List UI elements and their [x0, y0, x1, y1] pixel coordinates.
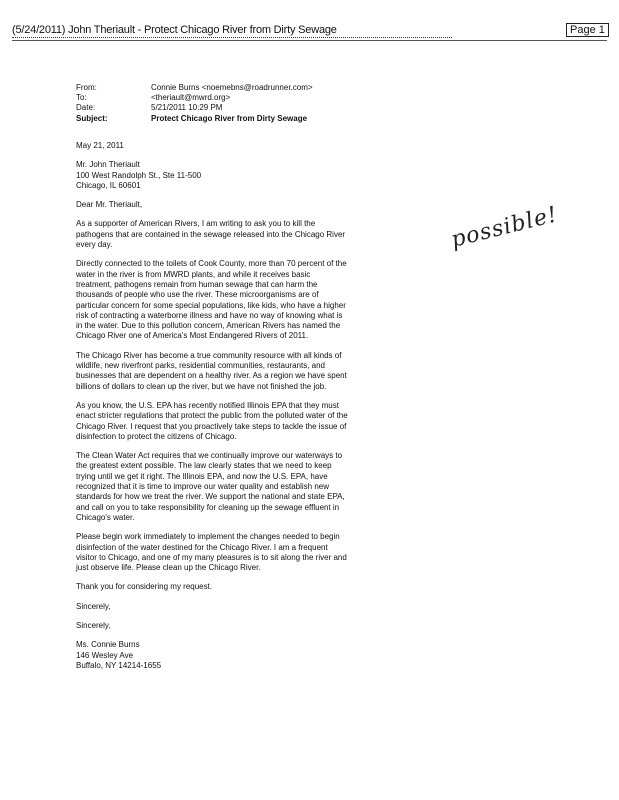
date-label: Date:	[76, 103, 96, 113]
header-divider	[12, 40, 607, 41]
date-row	[76, 103, 313, 113]
paragraph: Please begin work immediately to implement the changes needed to begin disinfection of the water destined for the Chicago River. I am a frequent visitor to Chicago, and one of my many pleasures is to sit along the river and just observe life. Please clean up the Chicago River.	[76, 532, 347, 573]
paragraph: The Chicago River has become a true community resource with all kinds of wildlife, new riverfront parks, residential communities, restaurants, and businesses that are dependent on a healthy river. As a region we have spent billions of dollars to clean up the river, but we have not finished the job.	[76, 350, 347, 391]
letter-date: May 21, 2011	[76, 141, 124, 150]
letter-body	[76, 141, 348, 671]
email-metadata	[76, 83, 313, 124]
page-number: Page 1	[566, 23, 609, 37]
recipient-line: 100 West Randolph St., Ste 11-500	[76, 170, 202, 180]
subject-row	[76, 114, 313, 124]
to-value: <theriault@mwrd.org>	[151, 93, 231, 103]
from-value: Connie Burns <noemebns@roadrunner.com>	[151, 83, 313, 92]
from-row	[76, 83, 313, 93]
to-row	[76, 93, 313, 103]
document-header-title: (5/24/2011) John Theriault - Protect Chicago River from Dirty Sewage	[12, 24, 452, 38]
paragraph: Thank you for considering my request.	[76, 582, 213, 592]
closing: Sincerely,	[76, 601, 111, 611]
from-label: From:	[76, 83, 97, 92]
paragraph: As you know, the U.S. EPA has recently notified Illinois EPA that they must enact stricter regulations that protect the public from the polluted water of the Chicago River. I request that you proactively take steps to tackle the issue of disinfection to protect the citizens of Chicago.	[76, 400, 348, 441]
recipient-address	[76, 160, 348, 191]
paragraph: Directly connected to the toilets of Cook County, more than 70 percent of the water in the river is from MWRD plants, and while it receives basic treatment, pathogens remain from human sewage that can harm the thousands of people who use the river. These microorganisms are of particular concern for some special populations, like kids, who have a higher risk of contracting a waterborne illness and have no way of knowing what is in the water. Due to this pollution concern, American Rivers has named the Chicago River one of America's Most Endangered Rivers of 2011.	[76, 259, 347, 341]
signature-line: Buffalo, NY 14214-1655	[76, 660, 162, 670]
signature-block	[76, 640, 348, 671]
handwritten-annotation: possible!	[448, 202, 561, 253]
paragraph: As a supporter of American Rivers, I am writing to ask you to kill the pathogens that are contained in the sewage released into the Chicago River every day.	[76, 219, 346, 250]
recipient-line: Chicago, IL 60601	[76, 180, 141, 190]
to-label: To:	[76, 93, 87, 103]
signature-line: 146 Wesley Ave	[76, 650, 134, 660]
closing: Sincerely,	[76, 620, 111, 630]
subject-label: Subject:	[76, 113, 108, 123]
signature-line: Ms. Connie Burns	[76, 640, 140, 650]
subject-value: Protect Chicago River from Dirty Sewage	[151, 113, 308, 123]
recipient-line: Mr. John Theriault	[76, 160, 140, 170]
salutation: Dear Mr. Theriault,	[76, 200, 143, 210]
paragraph: The Clean Water Act requires that we continually improve our waterways to the greatest extent possible. The law clearly states that we need to keep trying until we get it right. The Illinois EPA, and now the U.S. EPA, have recognized that it is time to improve our water quality and establish new standards for how we treat the river. We support the national and state EPA, and call on you to take responsibility for cleaning up the sewage effluent in Chicago's water.	[76, 451, 345, 522]
date-value: 5/21/2011 10:29 PM	[151, 103, 223, 113]
